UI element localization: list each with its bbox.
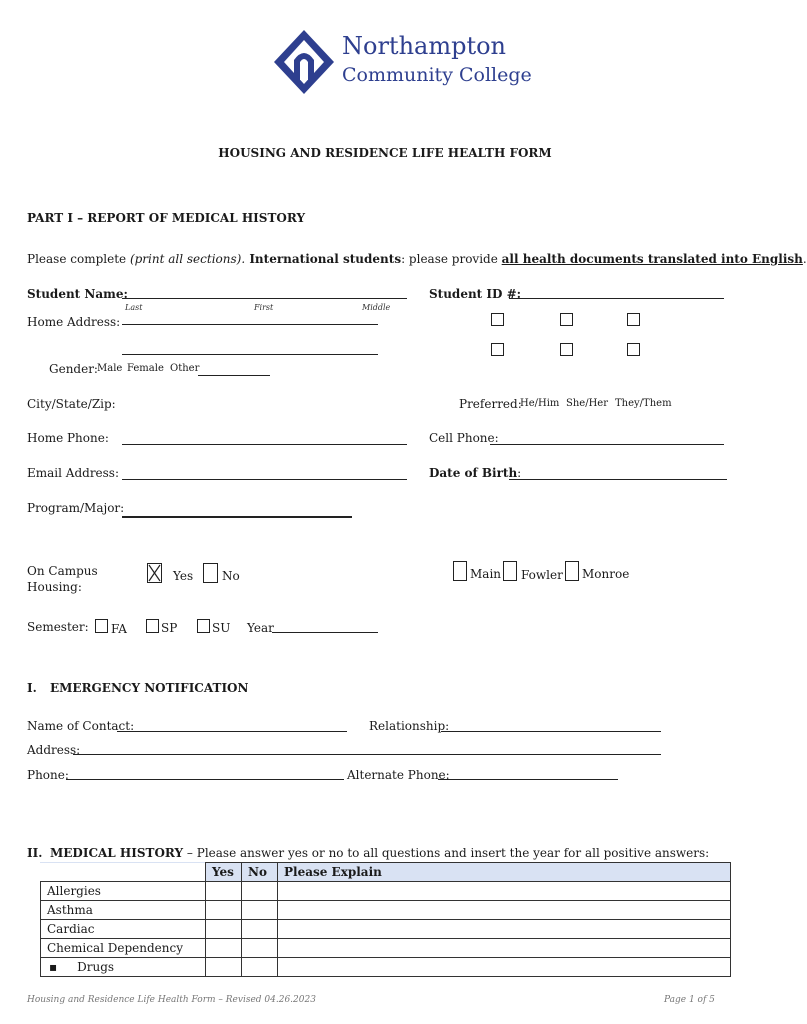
last-label: Last (125, 303, 143, 312)
logo-name: Northampton (342, 32, 507, 60)
pronoun-she-her[interactable]: She/Her (566, 398, 608, 409)
semester-su-label: SU (212, 621, 231, 635)
student-id-field[interactable] (509, 298, 724, 299)
gender-other[interactable]: Other (170, 363, 200, 374)
header-explain: Please Explain (278, 863, 731, 882)
intro-text: . (802, 252, 807, 266)
first-label: First (254, 303, 274, 312)
on-campus-label-2: Housing: (27, 580, 82, 594)
home-address-label: Home Address: (27, 315, 121, 329)
no-cell[interactable] (242, 920, 278, 939)
program-field[interactable] (122, 516, 352, 518)
home-phone-field[interactable] (122, 444, 407, 445)
header-blank-cell (41, 863, 206, 882)
student-id-label: Student ID #: (429, 287, 522, 301)
condition-label: Allergies (41, 882, 206, 901)
address-label: Address: (27, 743, 81, 757)
housing-no-label: No (222, 569, 240, 583)
home-phone-label: Home Phone: (27, 431, 109, 445)
table-row (41, 882, 731, 901)
housing-yes-label: Yes (173, 569, 194, 583)
intro-text: : please provide (401, 252, 502, 266)
gender-male[interactable]: Male (97, 363, 123, 374)
year-field[interactable] (272, 632, 378, 633)
intro-text-italic: (print all sections). (129, 252, 246, 266)
explain-cell[interactable] (278, 882, 731, 901)
cell-phone-field[interactable] (490, 444, 724, 445)
medical-instructions: – Please answer yes or no to all questions and insert the year for all positive answers: (183, 846, 710, 860)
pronoun-he-him[interactable]: He/Him (520, 398, 560, 409)
explain-cell[interactable] (278, 920, 731, 939)
middle-label: Middle (362, 303, 391, 312)
dob-field[interactable] (509, 479, 727, 480)
relationship-field[interactable] (441, 731, 661, 732)
alt-phone-label: Alternate Phone: (347, 768, 450, 782)
phone-field[interactable] (66, 779, 344, 780)
housing-yes-checkbox[interactable] (147, 563, 162, 583)
condition-label: Cardiac (41, 920, 206, 939)
semester-fa-checkbox[interactable] (95, 619, 108, 633)
footer-page: Page 1 of 5 (664, 995, 715, 1005)
explain-cell[interactable] (278, 939, 731, 958)
contact-field[interactable] (117, 731, 347, 732)
student-name-label: Student Name: (27, 287, 128, 301)
hall-monroe-checkbox[interactable] (565, 561, 579, 581)
semester-sp-checkbox[interactable] (146, 619, 159, 633)
semester-label: Semester: (27, 620, 89, 634)
condition-label: Asthma (41, 901, 206, 920)
table-header-row (41, 863, 731, 882)
yes-cell[interactable] (206, 939, 242, 958)
hall-monroe-label: Monroe (582, 567, 630, 581)
checkbox[interactable] (491, 343, 504, 356)
yes-cell[interactable] (206, 882, 242, 901)
checkbox[interactable] (627, 313, 640, 326)
emergency-num: I. (27, 681, 37, 695)
dob-label (429, 466, 521, 480)
cell-phone-label: Cell Phone: (429, 431, 499, 445)
checkbox[interactable] (560, 313, 573, 326)
gender-female[interactable]: Female (127, 363, 164, 374)
dob-text: Date of Birth (429, 466, 518, 480)
logo-mark-icon (270, 28, 338, 96)
housing-no-checkbox[interactable] (203, 563, 218, 583)
part1-intro (27, 252, 807, 266)
gender-label: Gender: (49, 362, 98, 376)
preferred-label: Preferred: (459, 397, 522, 411)
home-address-field-1[interactable] (122, 324, 378, 325)
city-state-zip-label: City/State/Zip: (27, 397, 116, 411)
college-logo (270, 28, 532, 96)
part1-heading: PART I – REPORT OF MEDICAL HISTORY (27, 211, 306, 225)
header-no: No (242, 863, 278, 882)
dob-colon: : (517, 466, 522, 480)
table-row (41, 939, 731, 958)
alt-phone-field[interactable] (438, 779, 618, 780)
semester-sp-label: SP (161, 621, 178, 635)
intro-text: Please complete (27, 252, 130, 266)
pronoun-they-them[interactable]: They/Them (615, 398, 672, 409)
checkbox[interactable] (627, 343, 640, 356)
no-cell[interactable] (242, 901, 278, 920)
yes-cell[interactable] (206, 920, 242, 939)
hall-main-label: Main (470, 567, 502, 581)
explain-cell[interactable] (278, 901, 731, 920)
checkbox[interactable] (491, 313, 504, 326)
phone-label: Phone: (27, 768, 69, 782)
semester-fa-label: FA (111, 622, 127, 636)
condition-label (41, 958, 206, 977)
address-field[interactable] (73, 754, 661, 755)
condition-label-text: Drugs (77, 960, 115, 974)
medical-history-table (40, 862, 731, 977)
on-campus-label-1: On Campus (27, 564, 98, 578)
footer-left: Housing and Residence Life Health Form – Revised 04.26.2023 (27, 995, 316, 1005)
yes-cell[interactable] (206, 958, 242, 977)
student-name-field[interactable] (122, 298, 407, 299)
intro-international: International students (245, 252, 402, 266)
email-field[interactable] (122, 479, 407, 480)
form-title: HOUSING AND RESIDENCE LIFE HEALTH FORM (218, 146, 552, 160)
table-row (41, 958, 731, 977)
year-label: Year (247, 621, 274, 635)
table-row (41, 920, 731, 939)
emergency-heading: EMERGENCY NOTIFICATION (50, 681, 249, 695)
medical-heading-line (50, 846, 709, 860)
no-cell[interactable] (242, 958, 278, 977)
bullet-icon: ▪ (49, 960, 58, 974)
logo-subname: Community College (342, 64, 532, 86)
email-label: Email Address: (27, 466, 120, 480)
hall-fowler-label: Fowler (521, 568, 563, 582)
semester-su-checkbox[interactable] (197, 619, 210, 633)
header-yes: Yes (206, 863, 242, 882)
condition-label: Chemical Dependency (41, 939, 206, 958)
medical-heading: MEDICAL HISTORY (50, 846, 184, 860)
medical-num: II. (27, 846, 43, 860)
explain-cell[interactable] (278, 958, 731, 977)
no-cell[interactable] (242, 882, 278, 901)
hall-fowler-checkbox[interactable] (503, 561, 517, 581)
relationship-label: Relationship: (369, 719, 450, 733)
intro-translated: all health documents translated into English (501, 252, 803, 266)
checkbox[interactable] (560, 343, 573, 356)
gender-other-field[interactable] (198, 375, 270, 376)
table-row (41, 901, 731, 920)
yes-cell[interactable] (206, 901, 242, 920)
checked-x-icon (148, 564, 161, 582)
no-cell[interactable] (242, 939, 278, 958)
contact-label: Name of Contact: (27, 719, 135, 733)
home-address-field-2[interactable] (122, 354, 378, 355)
hall-main-checkbox[interactable] (453, 561, 467, 581)
program-label: Program/Major: (27, 501, 125, 515)
